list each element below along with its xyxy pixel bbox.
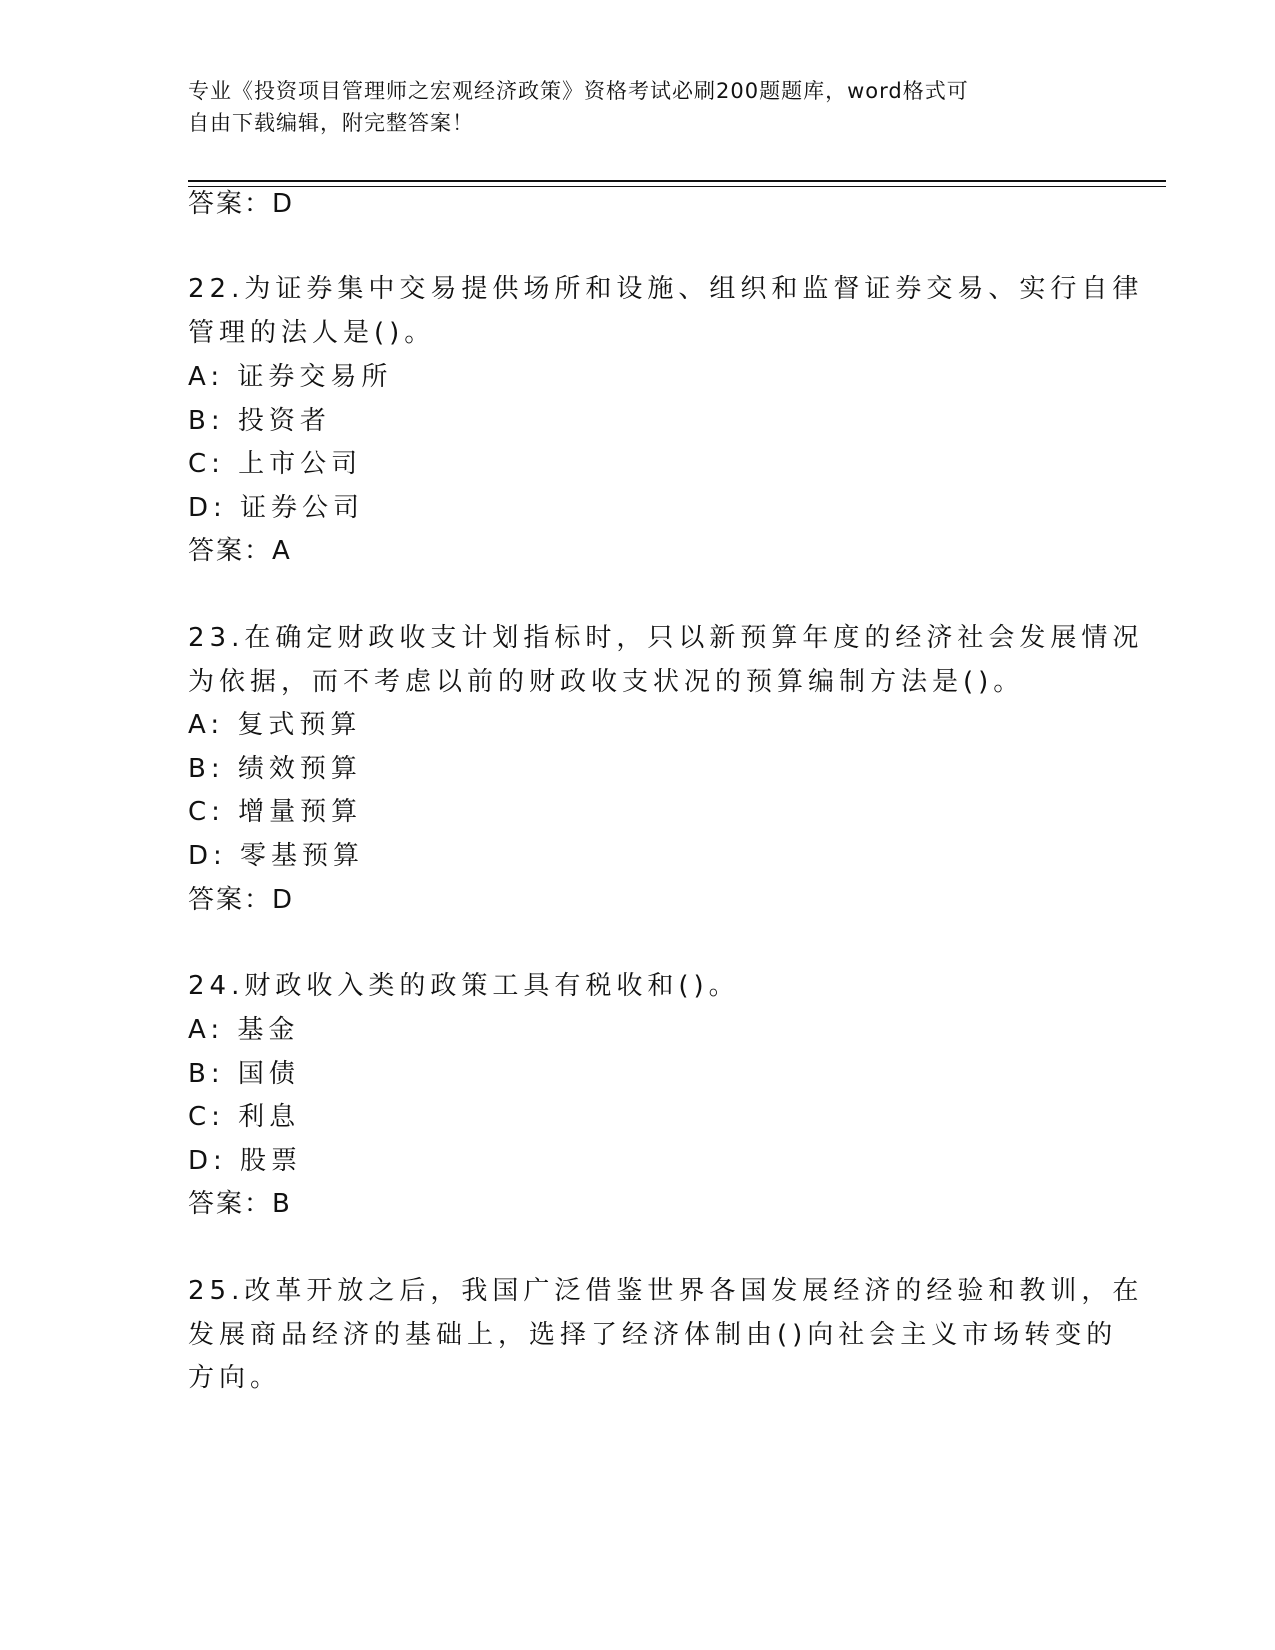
question-25-stem-line-3: 方向。 [188, 1363, 282, 1393]
header-line-2: 自由下载编辑，附完整答案！ [188, 111, 474, 135]
question-23-option-d: D: 零基预算 [188, 841, 365, 871]
question-24-answer: 答案：B [188, 1189, 292, 1219]
question-25-stem-line-2: 发展商品经济的基础上，选择了经济体制由()向社会主义市场转变的 [188, 1320, 1118, 1350]
question-24-stem-line-1: 24.财政收入类的政策工具有税收和()。 [188, 971, 740, 1001]
question-23-stem-line-1: 23.在确定财政收支计划指标时，只以新预算年度的经济社会发展情况 [188, 623, 1144, 653]
question-24-option-a: A: 基金 [188, 1015, 300, 1045]
question-24-option-b: B: 国债 [188, 1059, 300, 1089]
header-divider-thick [188, 180, 1166, 182]
question-23-option-c: C: 增量预算 [188, 797, 363, 827]
question-22-option-c: C: 上市公司 [188, 449, 363, 479]
question-24-option-c: C: 利息 [188, 1102, 301, 1132]
header-line-1: 专业《投资项目管理师之宏观经济政策》资格考试必刷200题题库，word格式可 [188, 79, 969, 103]
header-divider-thin [188, 186, 1166, 187]
question-23-answer: 答案：D [188, 885, 295, 915]
question-23-option-b: B: 绩效预算 [188, 754, 362, 784]
question-25-stem-line-1: 25.改革开放之后，我国广泛借鉴世界各国发展经济的经验和教训，在 [188, 1276, 1144, 1306]
question-22-option-b: B: 投资者 [188, 406, 331, 436]
question-22-stem-line-2: 管理的法人是()。 [188, 318, 436, 348]
question-22-answer: 答案：A [188, 536, 292, 566]
question-22-option-d: D: 证券公司 [188, 493, 365, 523]
question-23-option-a: A: 复式预算 [188, 710, 362, 740]
document-header [188, 75, 1068, 139]
question-22-option-a: A: 证券交易所 [188, 362, 393, 392]
question-23-stem-line-2: 为依据，而不考虑以前的财政收支状况的预算编制方法是()。 [188, 667, 1025, 697]
previous-answer: 答案：D [188, 189, 295, 219]
question-22-stem-line-1: 22.为证券集中交易提供场所和设施、组织和监督证券交易、实行自律 [188, 274, 1144, 304]
question-24-option-d: D: 股票 [188, 1146, 303, 1176]
